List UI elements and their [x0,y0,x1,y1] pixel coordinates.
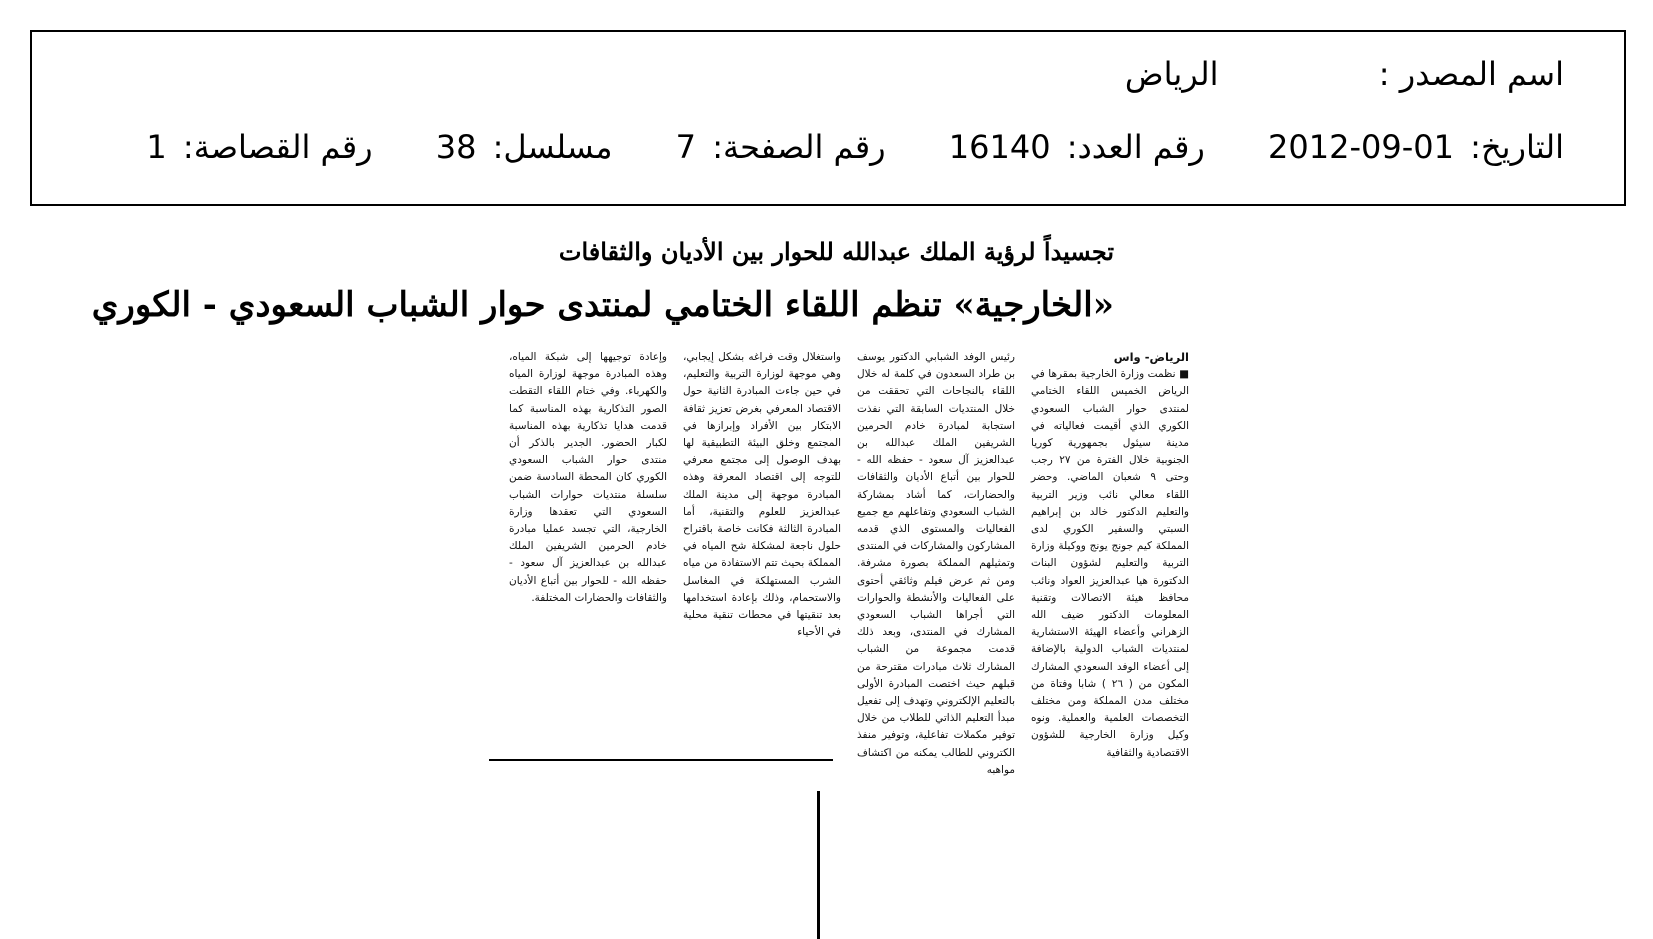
serial-value: 38 [435,128,477,166]
article-kicker: تجسيداً لرؤية الملك عبدالله للحوار بين الأديان والثقافات [558,237,1114,266]
source-row [1125,54,1564,94]
article-column-3: واستغلال وقت فراغه بشكل إيجابي، وهي موجهة لوزارة التربية والتعليم، في حين جاءت المبادرة الثانية حول الاقتصاد المعرفي بغرض تعزيز ثقافة الابتكار بين الأفراد وإبرازها في المجتمع وخلق البيئة التطبيقية لها بهدف الوصول إلى مجتمع معرفي للتوجه إلى اقتصاد المعرفة وهذه المبادرة موجهة إلى مدينة الملك عبدالعزيز للعلوم والتقنية، أما المبادرة الثالثة فكانت خاصة باقتراح حلول ناجعة لمشكلة شح المياه في المملكة بحيث تتم الاستفادة من مياه الشرب المستهلكة في المغاسل والاستحمام، وذلك بإعادة استخدامها بعد تنقيتها في محطات تنقية محلية في الأحياء [683,351,841,639]
page-value: 7 [675,128,697,166]
metadata-row [146,127,1564,167]
page-label: رقم الصفحة: [712,128,886,166]
source-label: اسم المصدر : [1378,55,1564,93]
serial-label: مسلسل: [492,128,613,166]
source-info-box [30,30,1626,206]
article-column-2: رئيس الوفد الشبابي الدكتور يوسف بن طراد السعدون في كلمة له خلال اللقاء بالنجاحات التي تحققت من خلال المنتديات السابقة التي نفذت استجابة لمبادرة خادم الحرمين الشريفين الملك عبدالله بن عبدالعزيز آل سعود - حفظه الله - للحوار بين أتباع الأديان والثقافات والحضارات، كما أشاد بمشاركة الشباب السعودي وتفاعلهم مع جميع الفعاليات والمستوى الذي قدمه المشاركون والمشاركات في المنتدى وتمثيلهم المملكة بصورة مشرفة. ومن ثم عرض فيلم وثائقي أحتوى على الفعاليات والأنشطة والحوارات التي أجراها الشباب السعودي المشارك في المنتدى، وبعد ذلك قدمت مجموعة من الشباب المشارك ثلاث مبادرات مقترحة من قبلهم حيث اختصت المبادرة الأولى بالتعليم الإلكتروني وتهدف إلى تفعيل مبدأ التعليم الذاتي للطلاب من خلال توفير مكملات تفاعلية، وتوفير منفذ الكتروني للطالب يمكنه من اكتشاف مواهبه [857,351,1015,776]
source-value: الرياض [1124,55,1219,93]
article-column-4: وإعادة توجيهها إلى شبكة المياه، وهذه المبادرة موجهة لوزارة المياه والكهرباء. وفي ختام اللقاء التقطت الصور التذكارية بهذه المناسبة كما قدمت هدايا تذكارية بهذه المناسبة لكبار الحضور. الجدير بالذكر أن منتدى حوار الشباب السعودي الكوري كان المحطة السادسة ضمن سلسلة منتديات حوارات الشباب السعودي التي تعقدها وزارة الخارجية، التي تجسد عمليا مبادرة خادم الحرمين الشريفين الملك عبدالله بن عبدالعزيز آل سعود - حفظه الله - للحوار بين أتباع الأديان والثقافات والحضارات المختلفة. [509,351,667,604]
date-label: التاريخ: [1470,128,1564,166]
issue-label: رقم العدد: [1066,128,1205,166]
column-1-text: ■ نظمت وزارة الخارجية بمقرها في الرياض الخميس اللقاء الختامي لمنتدى حوار الشباب السعودي الكوري الذي أقيمت فعالياته في مدينة سيئول بجمهورية كوريا الجنوبية خلال الفترة من ٢٧ رجب وحتى ٩ شعبان الماضي. وحضر اللقاء معالي نائب وزير التربية والتعليم الدكتور خالد بن إبراهيم السبتي والسفير الكوري لدى المملكة كيم جونج يونج ووكيلة وزارة التربية والتعليم لشؤون البنات الدكتورة هيا عبدالعزيز العواد ونائب محافظ هيئة الاتصالات وتقنية المعلومات الدكتور ضيف الله الزهراني وأعضاء الهيئة الاستشارية لمنتديات الشباب الدولية بالإضافة إلى أعضاء الوفد السعودي المشارك المكون من ( ٢٦ ) شابا وفتاة من مختلف مدن المملكة ومن مختلف التخصصات العلمية والعملية. ونوه وكيل وزارة الخارجية للشؤون الاقتصادية والثقافية [1031,368,1189,759]
date-value: 2012-09-01 [1268,128,1454,166]
clip-value: 1 [146,128,167,166]
article-body [489,349,1189,827]
article-dateline: الرياض- واس [1113,350,1189,364]
article-headline: «الخارجية» تنظم اللقاء الختامي لمنتدى حوار الشباب السعودي - الكوري [91,285,1114,325]
newspaper-clipping [91,237,1189,827]
article-column-1 [1031,349,1189,762]
clip-label: رقم القصاصة: [182,128,373,166]
issue-value: 16140 [948,128,1051,166]
column-divider-horizontal [489,759,833,761]
column-divider-vertical [817,791,820,939]
